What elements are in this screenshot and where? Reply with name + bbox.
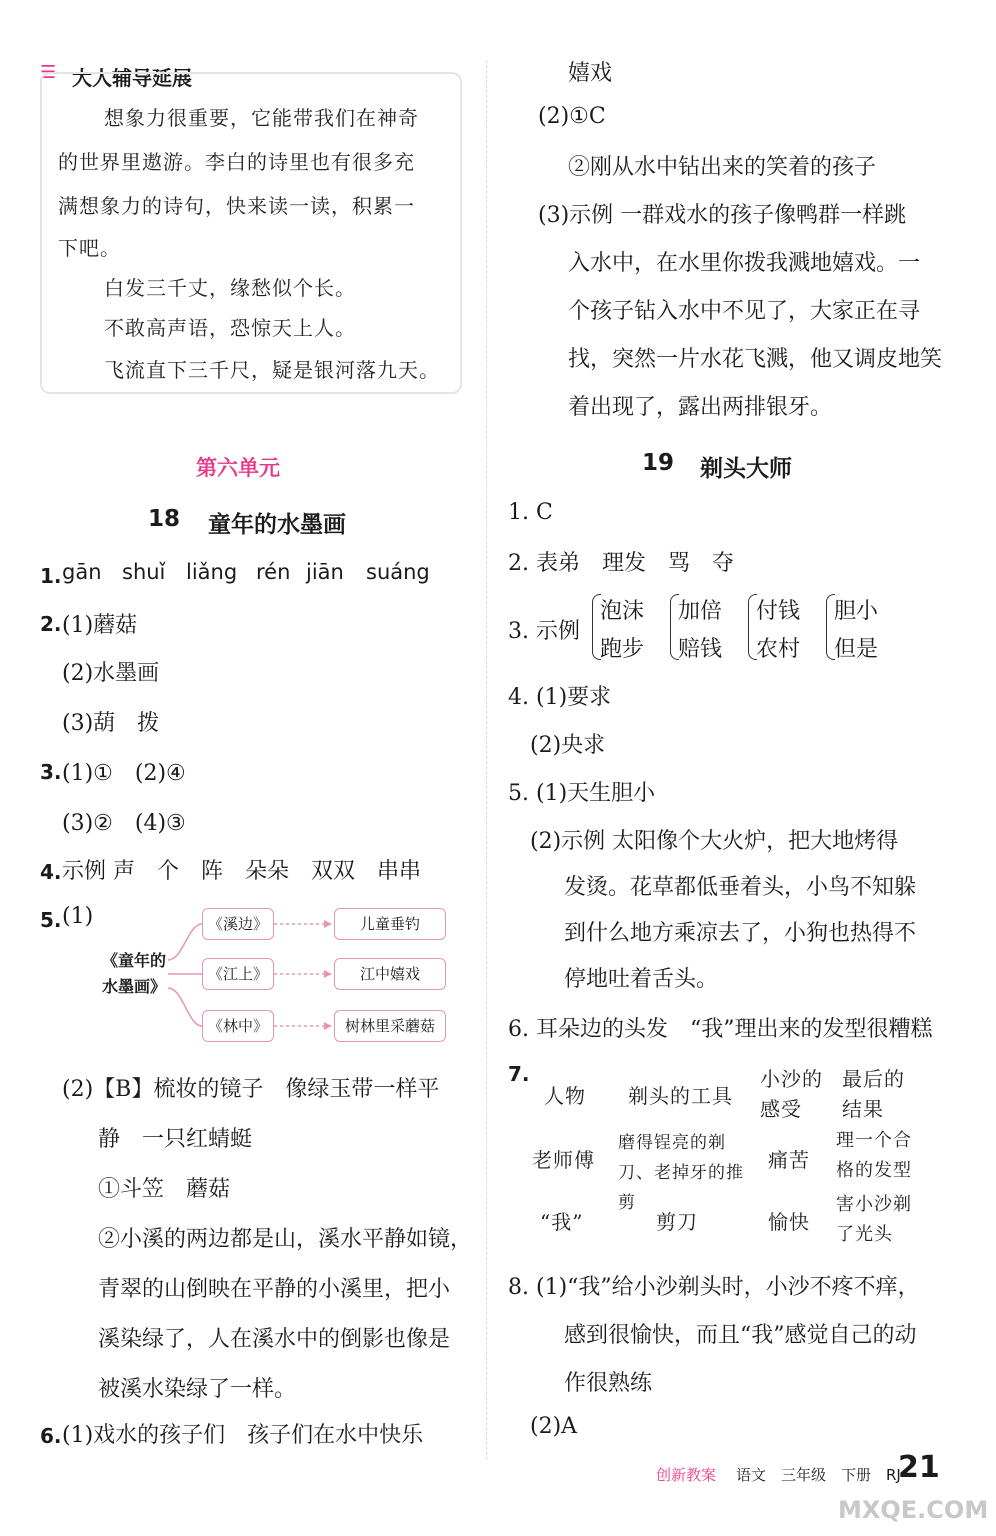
- answer-line: (1)蘑菇: [62, 613, 138, 638]
- word: 胆小: [834, 599, 879, 624]
- q-number: 3.: [40, 760, 62, 784]
- answer-line: (2)A: [530, 1414, 578, 1439]
- series-name: 创新教案: [656, 1466, 717, 1484]
- table-cell: 磨得锃亮的剃刀、老掉牙的推剪: [618, 1133, 744, 1213]
- word: 农村: [756, 637, 801, 662]
- q-number: 4.: [40, 860, 62, 884]
- answer-line: 静 一只红蜻蜓: [98, 1127, 253, 1152]
- q-number: 7.: [508, 1062, 530, 1086]
- answer-line: 示例 声 个 阵 朵朵 双双 串串: [62, 859, 421, 884]
- q-number: 5.: [40, 908, 62, 932]
- poem-line: 白发三千丈，缘愁似个长。: [104, 276, 356, 300]
- note-line: 想象力很重要，它能带我们在神奇: [104, 106, 419, 130]
- column-divider: [486, 60, 487, 1460]
- table-header: 小沙的感受: [760, 1067, 823, 1121]
- q-number: 2.: [40, 612, 62, 636]
- answer-line: (2)①C: [538, 104, 606, 129]
- answer-line: (2)示例 太阳像个大火炉，把大地烤得: [530, 829, 899, 854]
- pinyin: rén: [256, 560, 291, 584]
- answer-line: 感到很愉快，而且“我”感觉自己的动: [564, 1323, 917, 1348]
- word: 付钱: [756, 599, 801, 624]
- diagram-center-label: 水墨画》: [102, 977, 167, 996]
- answer-line: 2. 表弟 理发 骂 夺: [508, 551, 734, 576]
- note-title: 大人辅导延展: [72, 66, 192, 90]
- answer-line: ①斗笠 蘑菇: [98, 1177, 231, 1202]
- pinyin: suáng: [366, 560, 430, 584]
- pinyin: jiān: [306, 560, 344, 584]
- answer-line: ②小溪的两边都是山，溪水平静如镜，: [98, 1227, 473, 1252]
- answer-line: (1)戏水的孩子们 孩子们在水中快乐: [62, 1423, 424, 1448]
- scene-chip: 江中嬉戏: [334, 958, 446, 990]
- answer-line: (1): [62, 904, 94, 929]
- answer-line: (2)【B】梳妆的镜子 像绿玉带一样平: [62, 1077, 440, 1102]
- poem-chip: 《林中》: [202, 1010, 274, 1042]
- word: 加倍: [678, 599, 723, 624]
- answer-line: (1)① (2)④: [62, 761, 186, 786]
- answer-line: 作很熟练: [564, 1371, 653, 1396]
- answer-line: 溪染绿了，人在溪水中的倒影也像是: [98, 1327, 451, 1352]
- answer-line: 3. 示例: [508, 619, 580, 644]
- table-cell: 老师傅: [532, 1148, 595, 1172]
- note-line: 的世界里遨游。李白的诗里也有很多充: [58, 150, 415, 174]
- word: 但是: [834, 637, 879, 662]
- answer-line: 青翠的山倒映在平静的小溪里，把小: [98, 1277, 451, 1302]
- answer-line: 入水中，在水里你拨我溅地嬉戏。一: [568, 251, 921, 276]
- answer-line: (2)央求: [530, 733, 606, 758]
- poem-line: 飞流直下三千尺，疑是银河落九天。: [104, 358, 440, 382]
- answer-line: 1. C: [508, 500, 553, 525]
- word: 泡沫: [600, 599, 645, 624]
- answer-line: 找，突然一片水花飞溅，他又调皮地笑: [568, 347, 943, 372]
- poem-line: 不敢高声语，恐惊天上人。: [104, 316, 356, 340]
- table-cell: 害小沙剃了光头: [836, 1194, 912, 1245]
- answer-line: (2)水墨画: [62, 661, 160, 686]
- poem-chip: 《江上》: [202, 958, 274, 990]
- answer-line: 被溪水染绿了一样。: [98, 1377, 297, 1402]
- table-cell: 剪刀: [656, 1210, 698, 1234]
- answer-line: 个孩子钻入水中不见了，大家正在寻: [568, 299, 921, 324]
- lesson19-title: 剃头大师: [700, 456, 792, 482]
- table-header: 剃头的工具: [628, 1084, 733, 1108]
- lesson19-number: 19: [642, 450, 675, 476]
- note-line: 下吧。: [58, 236, 121, 260]
- table-cell: 愉快: [768, 1210, 810, 1234]
- answer-line: 6. 耳朵边的头发 “我”理出来的发型很糟糕: [508, 1017, 933, 1042]
- word: 赔钱: [678, 637, 723, 662]
- answer-line: (3)葫 拨: [62, 711, 160, 736]
- answer-line: 嬉戏: [568, 61, 613, 86]
- pinyin: shuǐ: [122, 560, 166, 584]
- table-header: 最后的结果: [842, 1067, 905, 1121]
- answer-line: 4. (1)要求: [508, 685, 612, 710]
- footer-subject: 语文 三年级 下册 RJ: [736, 1466, 901, 1484]
- answer-line: 发烫。花草都低垂着头，小鸟不知躲: [564, 875, 917, 900]
- answer-line: 8. (1)“我”给小沙剃头时，小沙不疼不痒，: [508, 1275, 920, 1300]
- lesson18-title: 童年的水墨画: [208, 512, 346, 538]
- table-cell: “我”: [540, 1210, 584, 1234]
- diagram-center-label: 《童年的: [102, 951, 167, 970]
- answer-line: ②刚从水中钻出来的笑着的孩子: [568, 155, 877, 180]
- answer-line: (3)示例 一群戏水的孩子像鸭群一样跳: [538, 203, 907, 228]
- page-number: 21: [898, 1450, 940, 1485]
- answer-line: 到什么地方乘凉去了，小狗也热得不: [564, 921, 917, 946]
- poem-chip: 《溪边》: [202, 908, 274, 940]
- answer-line: 着出现了，露出两排银牙。: [568, 395, 833, 420]
- note-line: 满想象力的诗句，快来读一读，积累一: [58, 194, 415, 218]
- unit-title: 第六单元: [196, 456, 280, 480]
- scene-chip: 树林里采蘑菇: [334, 1010, 446, 1042]
- table-cell: 理一个合格的发型: [836, 1130, 912, 1181]
- scene-chip: 儿童垂钓: [334, 908, 446, 940]
- word: 跑步: [600, 637, 645, 662]
- table-cell: 痛苦: [768, 1148, 810, 1172]
- pinyin: gān: [62, 560, 102, 584]
- q-number: 6.: [40, 1424, 62, 1448]
- answer-line: 停地吐着舌头。: [564, 967, 719, 992]
- table-header: 人物: [544, 1084, 586, 1108]
- watermark: MXQE.COM: [838, 1496, 989, 1524]
- answer-line: (3)② (4)③: [62, 811, 186, 836]
- note-menu-icon: ☰: [40, 62, 57, 83]
- pinyin: liǎng: [186, 560, 238, 584]
- q-number: 1.: [40, 564, 62, 588]
- answer-line: 5. (1)天生胆小: [508, 781, 656, 806]
- lesson18-number: 18: [148, 506, 181, 532]
